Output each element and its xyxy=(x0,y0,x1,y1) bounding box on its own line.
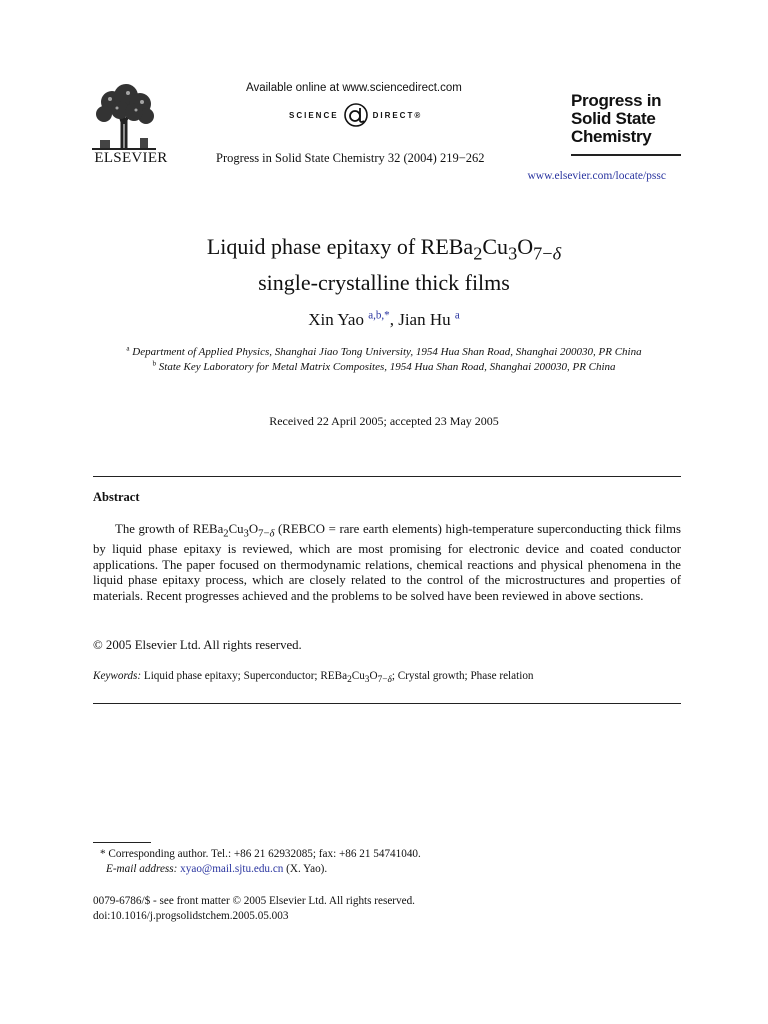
corresponding-author-note: * Corresponding author. Tel.: +86 21 62932085; fax: +86 21 54741040. xyxy=(100,848,421,860)
abstract-text: (REBCO = rare earth elements) high-temperature superconducting thick films by liquid phase epitaxy is reviewed, which are most promising for electronic device and coated conductor applications. The paper focused on thermodynamic relations, chemical reactions and physical phenomena in the liquid phase epitaxy process, which are closely related to the control of the microstructures and properties of materials. Recent progresses achieved and the problems to be solved have been reviewed in above sections. xyxy=(93,522,681,603)
affiliation-mark: b xyxy=(152,359,157,368)
abstract-heading: Abstract xyxy=(93,490,140,504)
received-dates: Received 22 April 2005; accepted 23 May 2005 xyxy=(269,414,499,428)
journal-url-link[interactable]: www.elsevier.com/locate/pssc xyxy=(527,170,666,182)
author-name: Xin Yao xyxy=(308,310,364,329)
issn-line: 0079-6786/$ - see front matter © 2005 Elsevier Ltd. All rights reserved. xyxy=(93,895,415,907)
front-matter-info xyxy=(93,894,415,924)
article-title-line2: single-crystalline thick films xyxy=(258,270,510,296)
sciencedirect-logo xyxy=(289,100,422,130)
email-label: E-mail address: xyxy=(106,863,178,875)
abstract-body: The growth of $REBa_2Cu_3O_{7-\delta}$ (REBCO = rare earth elements) high-temperature superconducting thick films by liquid phase epitaxy is reviewed, which are most promising for electronic device and coated conductor applications. The paper focused on thermodynamic relations, chemical reactions and physical phenomena in the liquid phase epitaxy process, which are closely related to the control of the microstructures and properties of materials. Recent progresses achieved and the problems to be solved have been reviewed in above sections. xyxy=(93,522,681,603)
footnote-rule xyxy=(93,842,151,843)
affiliation-item xyxy=(120,345,648,360)
article-title-line1: Liquid phase epitaxy of $REBa_2Cu_3O_{7-\delta}$ xyxy=(206,234,562,264)
direct-word: DIRECT® xyxy=(372,110,423,120)
keywords-text: ; Crystal growth; Phase relation xyxy=(391,670,534,682)
author-list xyxy=(0,310,768,330)
divider xyxy=(93,703,681,704)
affiliation-text: State Key Laboratory for Metal Matrix Composites, 1954 Hua Shan Road, Shanghai 200030, PR China xyxy=(158,361,616,373)
abstract-lead: The growth of REBa xyxy=(115,522,224,536)
email-suffix: (X. Yao). xyxy=(283,863,328,875)
affiliations xyxy=(120,345,648,375)
email-link[interactable]: xyao@mail.sjtu.edu.cn xyxy=(180,863,284,875)
affiliation-mark: a xyxy=(126,344,130,353)
journal-title-underline xyxy=(571,154,681,156)
author-name: , Jian Hu xyxy=(389,310,451,329)
article-title xyxy=(0,232,768,298)
copyright-notice: © 2005 Elsevier Ltd. All rights reserved. xyxy=(93,638,302,652)
journal-title-line: Chemistry xyxy=(571,127,652,146)
email-line xyxy=(100,862,421,877)
keywords: Keywords: Liquid phase epitaxy; Superconductor; $REBa_2Cu_3O_{7-\delta}$; Crystal growth; Phase relation xyxy=(93,670,534,686)
author-affiliation-marks[interactable]: a,b,* xyxy=(368,309,390,322)
affiliation-item xyxy=(120,360,648,375)
affiliation-text: Department of Applied Physics, Shanghai Jiao Tong University, 1954 Hua Shan Road, Shanghai 200030, PR China xyxy=(132,346,642,358)
title-text: Liquid phase epitaxy of REBa xyxy=(206,234,474,259)
keywords-text: Liquid phase epitaxy; Superconductor; REBa xyxy=(141,670,348,682)
journal-title-line: Progress in xyxy=(571,91,662,110)
divider xyxy=(93,476,681,477)
science-word: SCIENCE xyxy=(289,110,339,120)
available-online-text: Available online at www.sciencedirect.com xyxy=(246,82,462,94)
author-affiliation-marks[interactable]: a xyxy=(454,309,460,322)
footnote xyxy=(100,847,421,877)
journal-citation: Progress in Solid State Chemistry 32 (2004) 219−262 xyxy=(216,151,485,165)
keywords-label: Keywords: xyxy=(93,670,142,682)
elsevier-tree-logo xyxy=(92,84,156,150)
publisher-name: ELSEVIER xyxy=(94,150,168,166)
journal-title-line: Solid State xyxy=(571,109,656,128)
sciencedirect-at-icon xyxy=(343,102,369,128)
doi-line: doi:10.1016/j.progsolidstchem.2005.05.003 xyxy=(93,910,289,922)
journal-title-logo xyxy=(571,92,681,146)
